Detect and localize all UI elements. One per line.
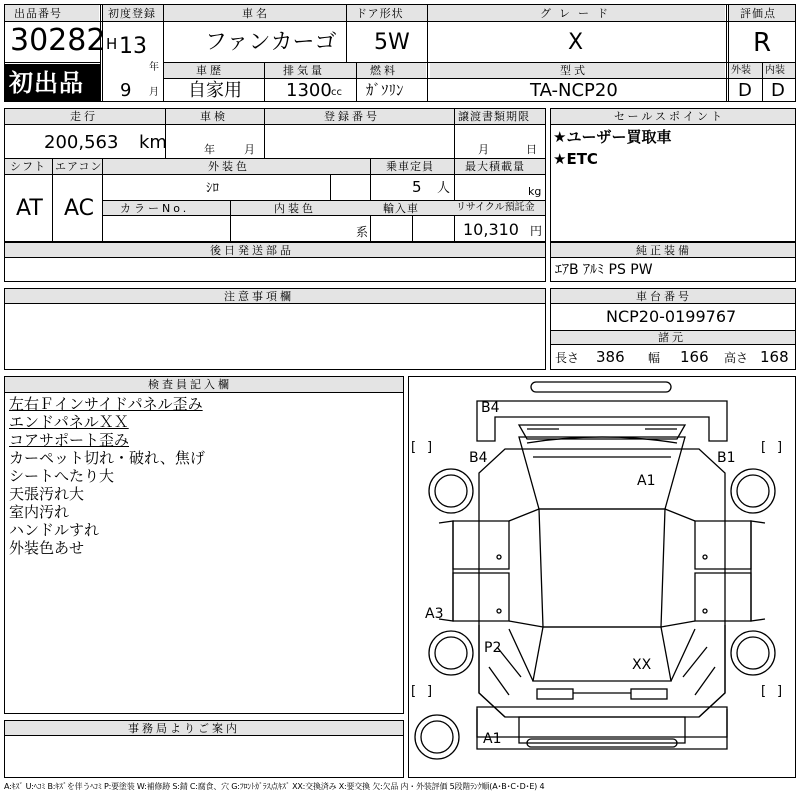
width-value: 166 — [680, 348, 709, 366]
selling-points-label: セールスポイント — [614, 110, 726, 123]
selling-point: ★ユーザー買取車 — [553, 128, 672, 146]
inspector-note: カーペット切れ・破れ、焦げ — [9, 449, 205, 467]
inspector-note: シートへたり大 — [9, 467, 115, 485]
svg-text:[: [ — [411, 684, 417, 699]
rear-light-left — [537, 689, 573, 699]
history: 自家用 — [188, 80, 242, 101]
ac: AC — [64, 196, 95, 221]
month-unit: 月 — [149, 87, 159, 98]
first-listing-text: 初出品 — [9, 69, 84, 97]
import-car-label: 輸入車 — [383, 202, 419, 215]
score-label: 評価点 — [740, 7, 776, 20]
max-load-label: 最大積載量 — [465, 160, 525, 173]
left-rear-door — [453, 573, 509, 621]
svg-text:]: ] — [427, 684, 433, 699]
right-front-door — [695, 521, 751, 569]
rear-bumper-box — [477, 707, 727, 737]
inspector-note: 天張汚れ大 — [9, 485, 85, 503]
model: TA-NCP20 — [530, 80, 618, 101]
right-rear-door — [695, 573, 751, 621]
damage-mark: A1 — [483, 731, 502, 747]
exterior-grade: D — [738, 80, 752, 101]
interior-color-label: 内装色 — [274, 202, 316, 215]
exterior-color: ｼﾛ — [206, 181, 219, 196]
era-prefix: H — [106, 35, 118, 53]
history-label: 車歴 — [196, 64, 224, 77]
first-registration-label: 初度登録 — [108, 7, 156, 20]
front-panel — [477, 401, 727, 441]
roof — [539, 509, 665, 627]
fuel-label: 燃料 — [370, 64, 398, 77]
exterior-grade-label: 外装 — [731, 65, 751, 76]
mileage-label: 走行 — [70, 110, 98, 123]
damage-mark: B4 — [481, 400, 500, 416]
interior-grade-label: 内装 — [765, 65, 785, 76]
inspector-notes-list — [9, 395, 205, 557]
interior-grade: D — [771, 80, 785, 101]
year-unit: 年 — [149, 62, 159, 73]
inspector-note: 外装色あせ — [9, 539, 85, 557]
max-load-unit: kg — [528, 185, 542, 198]
inspection-label: 車検 — [200, 110, 228, 123]
capacity: 5 — [412, 178, 422, 196]
width-label: 幅 — [648, 351, 661, 365]
notes-label: 注意事項欄 — [224, 290, 294, 303]
front-bumper-top — [531, 382, 671, 392]
door-type: 5W — [374, 30, 410, 55]
height-label: 高さ — [724, 351, 749, 365]
displacement-unit: cc — [331, 87, 342, 98]
inspection-month-unit: 月 — [244, 143, 255, 156]
chassis-number-label: 車台番号 — [636, 290, 692, 303]
length-label: 長さ — [555, 351, 580, 365]
capacity-unit: 人 — [437, 181, 451, 196]
svg-text:]: ] — [777, 440, 783, 455]
inspector-note: 室内汚れ — [9, 503, 70, 521]
height-value: 168 — [760, 348, 789, 366]
svg-text:[: [ — [411, 440, 417, 455]
svg-text:]: ] — [427, 440, 433, 455]
lot-number: 30282 — [10, 23, 106, 58]
rear-light-right — [631, 689, 667, 699]
inspector-note: ハンドルすれ — [9, 521, 100, 539]
transfer-month-unit: 月 — [478, 143, 489, 156]
damage-mark: A1 — [637, 473, 656, 489]
damage-diagram — [408, 376, 796, 778]
office-notice-label: 事務局よりご案内 — [128, 722, 240, 735]
inspector-note: 左右Ｆインサイドパネル歪み — [9, 395, 203, 413]
model-label: 型式 — [560, 64, 588, 77]
grade-label: グレード — [540, 7, 616, 20]
capacity-label: 乗車定員 — [386, 160, 434, 173]
score: R — [753, 28, 772, 58]
damage-mark: XX — [632, 657, 652, 673]
grade: X — [568, 30, 584, 55]
left-front-door — [453, 521, 509, 569]
car-name: ファンカーゴ — [205, 30, 337, 55]
recycle-fee-label: リサイクル預託金 — [456, 202, 535, 213]
svg-text:[: [ — [761, 684, 767, 699]
damage-mark: P2 — [484, 640, 502, 656]
transfer-day-unit: 日 — [526, 143, 537, 156]
specs-label: 諸元 — [658, 331, 686, 344]
damage-legend: A:ｷｽﾞ U:ﾍｺﾐ B:ｷｽﾞを伴うﾍｺﾐ P:要塗装 W:補修跡 S:錆 C:腐食、穴 G:ﾌﾛﾝﾄｶﾞﾗｽ点ｷｽﾞ XX:交換済み X:要交換 欠:欠品 内・外装評価 5段階ﾗﾝｸ順(A･B･C･D･E) 4 — [4, 782, 545, 791]
fuel: ｶﾞｿﾘﾝ — [366, 81, 404, 99]
shift: AT — [16, 196, 43, 221]
displacement-label: 排気量 — [283, 64, 325, 77]
recycle-fee: 10,310 — [463, 220, 519, 239]
inspector-notes-label: 検査員記入欄 — [148, 378, 232, 391]
plate-number-label: 登録番号 — [324, 110, 380, 123]
body-outline — [479, 449, 725, 717]
damage-mark: B4 — [469, 450, 488, 466]
svg-text:[: [ — [761, 440, 767, 455]
chassis-number: NCP20-0199767 — [606, 307, 737, 326]
equipment-label: 純正装備 — [636, 244, 692, 257]
exterior-color-label: 外装色 — [208, 160, 250, 173]
length-value: 386 — [596, 348, 625, 366]
color-number-label: カラーNo. — [120, 202, 190, 215]
shipping-parts-label: 後日発送部品 — [210, 244, 294, 257]
mileage-unit: km — [139, 132, 167, 153]
interior-color-suffix: 系 — [356, 225, 369, 239]
registration-month: 9 — [120, 80, 132, 101]
hood — [519, 437, 685, 509]
car-name-label: 車名 — [242, 7, 270, 20]
damage-mark: B1 — [717, 450, 736, 466]
transfer-deadline-label: 譲渡書類期限 — [458, 110, 530, 123]
inspection-year-unit: 年 — [204, 143, 215, 156]
displacement: 1300 — [286, 80, 332, 101]
inspector-note: エンドパネルＸＸ — [9, 413, 129, 431]
lot-number-label: 出品番号 — [14, 7, 62, 20]
equipment: ｴｱB ｱﾙﾐ PS PW — [555, 262, 653, 278]
selling-point: ★ETC — [553, 150, 598, 168]
door-type-label: ドア形状 — [356, 7, 404, 20]
registration-year: 13 — [119, 34, 147, 59]
svg-text:]: ] — [777, 684, 783, 699]
inspector-note: コアサポート歪み — [9, 431, 130, 449]
recycle-fee-unit: 円 — [530, 224, 543, 238]
shift-label: シフト — [10, 160, 46, 173]
mileage: 200,563 — [44, 132, 119, 153]
ac-label: エアコン — [55, 160, 103, 173]
car-outline-diagram — [409, 377, 795, 777]
damage-mark: A3 — [425, 606, 444, 622]
